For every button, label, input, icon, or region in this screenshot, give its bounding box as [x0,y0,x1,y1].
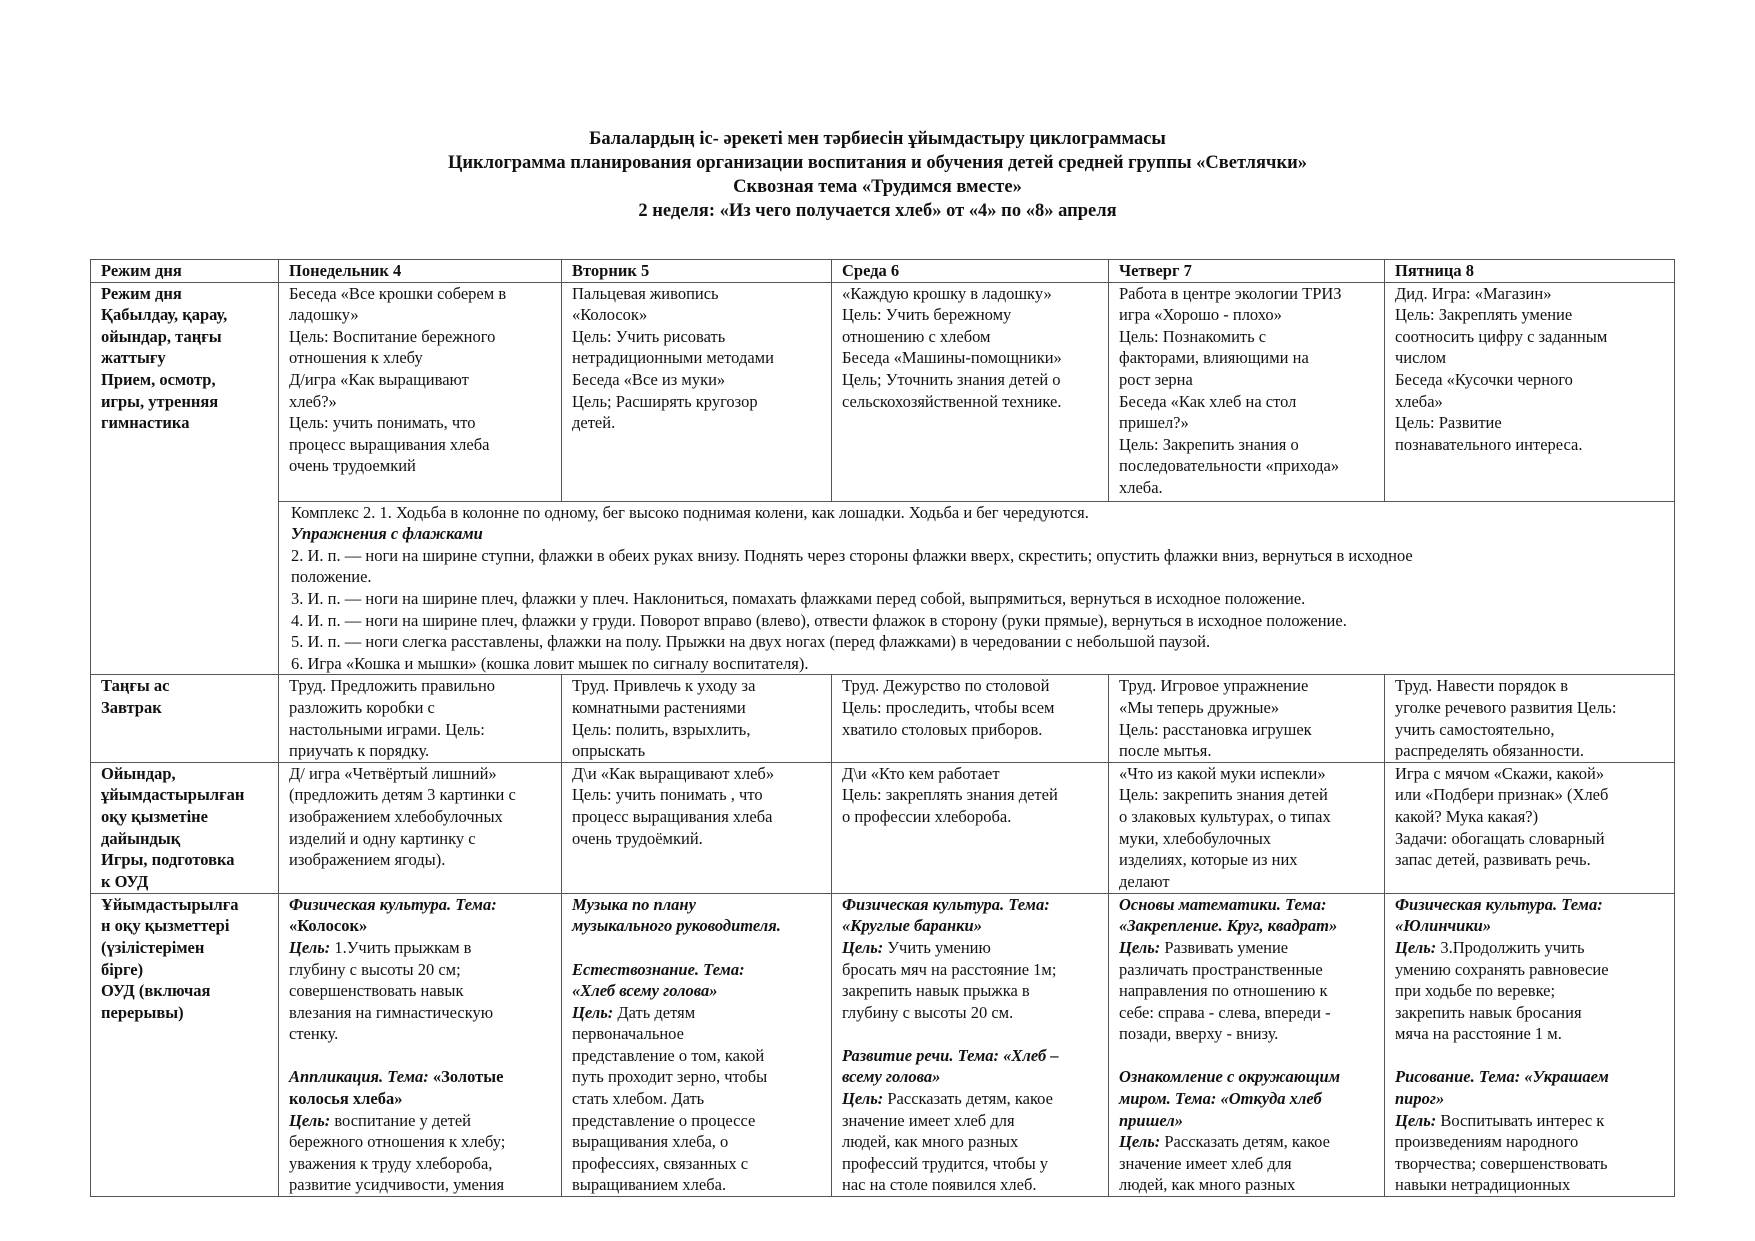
cell-line: разложить коробки с [289,697,435,717]
oud-monday [279,893,562,1196]
exercise-complex-cell [279,501,1675,675]
cell-line: закрепить навык прыжка в [842,981,1030,1001]
cell-line: навыки нетрадиционных [1395,1175,1571,1195]
breakfast-wednesday [832,675,1109,762]
regime-line: (үзілістерімен [101,937,205,957]
cell-line: изделий и одну картинку с [289,828,476,848]
cell-line: какой? Мука какая?) [1395,806,1539,826]
cell-line: Цель; Расширять кругозор [572,391,758,411]
regime-line: игры, утренняя [101,391,219,411]
breakfast-thursday [1109,675,1385,762]
cell-line: мяча на расстояние 1 м. [1395,1024,1562,1044]
cell-line: Труд. Навести порядок в [1395,676,1568,696]
cell-line: Беседа «Машины-помощники» [842,348,1062,368]
cell-line: Работа в центре экологии ТРИЗ [1119,283,1342,303]
regime-line: жаттығу [101,348,166,368]
breakfast-tuesday [562,675,832,762]
complex-line: положение. [291,567,372,587]
cell-line: Цель: Развитие [1395,413,1502,433]
cell-line: людей, как много разных [1119,1175,1296,1195]
oud-tuesday [562,893,832,1196]
cell-line: Дид. Игра: «Магазин» [1395,283,1552,303]
cell-line: первоначальное [572,1024,684,1044]
games-thursday [1109,762,1385,893]
goal-text: Развивать умение [1160,937,1289,957]
spacer [1395,1045,1669,1067]
goal-label: Цель: [842,937,884,957]
activity-topic: пришел» [1119,1110,1183,1130]
morning-wednesday [832,282,1109,501]
regime-games [91,762,279,893]
regime-morning [91,282,279,675]
goal-label: Цель: [1395,1110,1437,1130]
oud-friday [1385,893,1675,1196]
activity-topic: пирог» [1395,1089,1445,1109]
oud-wednesday [832,893,1109,1196]
games-row [91,762,1675,893]
cell-line: Цель: закреплять знания детей [842,785,1058,805]
activity-topic: всему голова» [842,1067,941,1087]
regime-line: Прием, осмотр, [101,369,216,389]
cell-line: развитие усидчивости, умения [289,1175,505,1195]
header-tuesday: Вторник 5 [562,260,832,283]
cell-line: позади, вверху - внизу. [1119,1024,1279,1044]
cell-line: изображением хлебобулочных [289,806,503,826]
cell-line: хлеба. [1119,477,1163,497]
regime-line: Ойындар, [101,763,176,783]
cell-line: «Что из какой муки испекли» [1119,763,1326,783]
cell-line: Цель: учить понимать, что [289,413,476,433]
goal-text: 1.Учить прыжкам в [330,937,472,957]
cell-line: очень трудоёмкий. [572,828,703,848]
games-friday [1385,762,1675,893]
activity-title: Естествознание. Тема: [572,959,745,979]
cell-line: Д/игра «Как выращивают [289,369,469,389]
goal-label: Цель: [1119,937,1161,957]
regime-line: дайындық [101,828,181,848]
regime-line: гимнастика [101,413,190,433]
activity-title: Основы математики. Тема: [1119,894,1327,914]
goal-text: воспитание у детей [330,1110,471,1130]
regime-line: Завтрак [101,697,162,717]
activity-title: Аппликация. Тема: [289,1067,433,1087]
spacer [842,1023,1103,1045]
cell-line: Цель: Закрепить знания о [1119,434,1299,454]
activity-title: Физическая культура. Тема: [842,894,1050,914]
cell-line: «Каждую крошку в ладошку» [842,283,1052,303]
cell-line: представление о том, какой [572,1045,765,1065]
cell-line: учить самостоятельно, [1395,719,1555,739]
cell-line: числом [1395,348,1447,368]
regime-line: н оқу қызметтері [101,916,230,936]
cell-line: комнатными растениями [572,697,746,717]
regime-breakfast [91,675,279,762]
activity-title: Физическая культура. Тема: [289,894,497,914]
activity-topic: колосья хлеба» [289,1089,403,1109]
header-row [91,260,1675,283]
cell-line: Труд. Предложить правильно [289,676,496,696]
activity-title: Физическая культура. Тема: [1395,894,1603,914]
cell-line: уголке речевого развития Цель: [1395,697,1617,717]
cell-line: себе: справа - слева, впереди - [1119,1002,1331,1022]
cell-line: приучать к порядку. [289,741,430,761]
cell-line: пришел?» [1119,413,1189,433]
cell-line: рост зерна [1119,369,1193,389]
cell-line: нас на столе появился хлеб. [842,1175,1037,1195]
cell-line: Д\и «Как выращивают хлеб» [572,763,775,783]
spacer [572,937,826,959]
cell-line: «Мы теперь дружные» [1119,697,1280,717]
morning-row [91,282,1675,501]
morning-thursday [1109,282,1385,501]
cell-line: Труд. Игровое упражнение [1119,676,1309,696]
breakfast-row [91,675,1675,762]
cell-line: или «Подбери признак» (Хлеб [1395,785,1609,805]
activity-topic: «Круглые баранки» [842,916,982,936]
cell-line: Беседа «Все из муки» [572,369,726,389]
cell-line: (предложить детям 3 картинки с [289,785,516,805]
regime-line: Режим дня [101,283,182,303]
cell-line: о профессии хлебороба. [842,806,1012,826]
complex-line: 3. И. п. — ноги на ширине плеч, флажки у плеч. Наклониться, помахать флажками перед собой, выпрямиться, вернуться в исходное положение. [291,588,1306,608]
cell-line: творчества; совершенствовать [1395,1153,1608,1173]
complex-line: 5. И. п. — ноги слегка расставлены, флажки на полу. Прыжки на двух ногах (перед флажками) в чередовании с небольшой паузой. [291,632,1211,652]
cell-line: последовательности «прихода» [1119,456,1340,476]
cell-line: запас детей, развивать речь. [1395,850,1591,870]
complex-line: 4. И. п. — ноги на ширине плеч, флажки у груди. Поворот вправо (влево), отвести флажок в сторону (руки прямые), вернуться в исходное положение. [291,610,1347,630]
cell-line: глубину с высоты 20 см. [842,1002,1014,1022]
goal-text: Воспитывать интерес к [1436,1110,1605,1130]
games-monday [279,762,562,893]
activity-title: Ознакомление с окружающим [1119,1067,1341,1087]
week-title: 2 неделя: «Из чего получается хлеб» от «4» по «8» апреля [638,201,1117,221]
cell-line: выращиванием хлеба. [572,1175,727,1195]
morning-tuesday [562,282,832,501]
goal-text: 3.Продолжить учить [1436,937,1585,957]
cell-line: стать хлебом. Дать [572,1089,705,1109]
oud-thursday [1109,893,1385,1196]
cell-line: совершенствовать навык [289,981,464,1001]
regime-oud [91,893,279,1196]
cell-line: сельскохозяйственной технике. [842,391,1062,411]
morning-friday [1385,282,1675,501]
cell-line: познавательного интереса. [1395,434,1583,454]
cell-line: нетрадиционными методами [572,348,774,368]
activity-topic: «Золотые [432,1067,504,1087]
cell-line: о злаковых культурах, о типах [1119,806,1331,826]
header-wednesday: Среда 6 [832,260,1109,283]
title-kazakh: Балалардың іс- әрекеті мен тәрбиесін ұйымдастыру циклограммасы [589,129,1166,149]
cell-line: распределять обязанности. [1395,741,1584,761]
regime-line: Қабылдау, қарау, [101,305,228,325]
cell-line: ладошку» [289,305,359,325]
regime-line: перерывы) [101,1002,184,1022]
cell-line: Цель: расстановка игрушек [1119,719,1312,739]
cell-line: стенку. [289,1024,339,1044]
cell-line: Цель: учить понимать , что [572,785,763,805]
breakfast-friday [1385,675,1675,762]
games-tuesday [562,762,832,893]
cyclogram-table [90,259,1675,1197]
goal-label: Цель: [289,1110,331,1130]
cell-line: глубину с высоты 20 см; [289,959,461,979]
cell-line: значение имеет хлеб для [1119,1153,1292,1173]
regime-line: оқу қызметіне [101,806,209,826]
cell-line: Беседа «Кусочки черного [1395,369,1573,389]
complex-line: 2. И. п. — ноги на ширине ступни, флажки в обеих руках внизу. Поднять через стороны флажки вверх, скрестить; опустить флажки вниз, вернуться в исходное [291,545,1413,565]
regime-line: ойындар, таңғы [101,326,222,346]
morning-monday [279,282,562,501]
cell-line: людей, как много разных [842,1132,1019,1152]
cell-line: соотносить цифру с заданным [1395,326,1608,346]
cell-line: Цель: Закреплять умение [1395,305,1573,325]
activity-title: Развитие речи. Тема: «Хлеб – [842,1045,1059,1065]
cell-line: Д/ игра «Четвёртый лишний» [289,763,497,783]
theme-title: Сквозная тема «Трудимся вместе» [733,177,1022,197]
goal-label: Цель: [842,1089,884,1109]
cell-line: хлеб?» [289,391,337,411]
cell-line: Беседа «Все крошки соберем в [289,283,507,303]
cell-line: Цель: проследить, чтобы всем [842,697,1055,717]
activity-topic: «Хлеб всему голова» [572,981,718,1001]
goal-text: Рассказать детям, какое [883,1089,1053,1109]
cell-line: хлеба» [1395,391,1443,411]
regime-line: Игры, подготовка [101,850,235,870]
regime-line: ОУД (включая [101,981,211,1001]
header-regime: Режим дня [91,260,279,283]
cell-line: факторами, влияющими на [1119,348,1309,368]
cell-line: профессий трудится, чтобы у [842,1153,1049,1173]
cell-line: Цель: закрепить знания детей [1119,785,1328,805]
activity-topic: «Колосок» [289,916,368,936]
cell-line: бережного отношения к хлебу; [289,1132,506,1152]
goal-text: Дать детям [613,1002,696,1022]
cell-line: Труд. Привлечь к уходу за [572,676,756,696]
cell-line: Цель: Учить рисовать [572,326,726,346]
complex-subtitle: Упражнения с флажками [291,524,483,544]
cell-line: муки, хлебобулочных [1119,828,1272,848]
goal-label: Цель: [1119,1132,1161,1152]
activity-title: миром. Тема: «Откуда хлеб [1119,1089,1322,1109]
complex-line: 6. Игра «Кошка и мышки» (кошка ловит мышек по сигналу воспитателя). [291,653,809,673]
regime-line: к ОУД [101,871,149,891]
cell-line: Д\и «Кто кем работает [842,763,1000,783]
cell-line: Труд. Дежурство по столовой [842,676,1050,696]
activity-title: Рисование. Тема: «Украшаем [1395,1067,1609,1087]
goal-label: Цель: [572,1002,614,1022]
activity-topic: «Юлинчики» [1395,916,1492,936]
cell-line: изделиях, которые из них [1119,850,1298,870]
goal-label: Цель: [1395,937,1437,957]
regime-line: бірге) [101,959,144,979]
cell-line: игра «Хорошо - плохо» [1119,305,1282,325]
cell-line: процесс выращивания хлеба [572,806,773,826]
header-thursday: Четверг 7 [1109,260,1385,283]
cell-line: Цель: Воспитание бережного [289,326,496,346]
cell-line: после мытья. [1119,741,1212,761]
cell-line: отношению с хлебом [842,326,991,346]
cell-line: умению сохранять равновесие [1395,959,1609,979]
cell-line: значение имеет хлеб для [842,1110,1015,1130]
cell-line: произведениям народного [1395,1132,1579,1152]
breakfast-monday [279,675,562,762]
cell-line: различать пространственные [1119,959,1323,979]
oud-row [91,893,1675,1196]
cell-line: Цель: полить, взрыхлить, [572,719,751,739]
cell-line: настольными играми. Цель: [289,719,485,739]
cell-line: опрыскать [572,741,646,761]
cell-line: Беседа «Как хлеб на стол [1119,391,1297,411]
goal-text: Рассказать детям, какое [1160,1132,1330,1152]
cell-line: выращивания хлеба, о [572,1132,729,1152]
cell-line: «Колосок» [572,305,648,325]
spacer [289,1045,556,1067]
cell-line: Цель; Уточнить знания детей о [842,369,1061,389]
complex-line: Комплекс 2. 1. Ходьба в колонне по одному, бег высоко поднимая колени, как лошадки. Ходьба и бег чередуются. [291,502,1089,522]
cell-line: Цель: Познакомить с [1119,326,1267,346]
header-friday: Пятница 8 [1385,260,1675,283]
cell-line: очень трудоемкий [289,456,416,476]
cell-line: делают [1119,871,1170,891]
cell-line: Цель: Учить бережному [842,305,1012,325]
regime-line: Ұйымдастырылға [101,894,239,914]
cell-line: изображением ягоды). [289,850,446,870]
goal-label: Цель: [289,937,331,957]
cell-line: Игра с мячом «Скажи, какой» [1395,763,1605,783]
document-title-block [0,127,1755,223]
cell-line: закрепить навык бросания [1395,1002,1582,1022]
regime-line: Таңғы ас [101,676,170,696]
activity-topic: «Закрепление. Круг, квадрат» [1119,916,1338,936]
activity-title: музыкального руководителя. [572,916,781,936]
cell-line: процесс выращивания хлеба [289,434,490,454]
cell-line: Задачи: обогащать словарный [1395,828,1605,848]
cell-line: детей. [572,413,616,433]
cell-line: при ходьбе по веревке; [1395,981,1556,1001]
cell-line: путь проходит зерно, чтобы [572,1067,768,1087]
activity-title: Музыка по плану [572,894,696,914]
cell-line: представление о процессе [572,1110,756,1130]
regime-line: ұйымдастырылған [101,785,245,805]
spacer [1119,1045,1379,1067]
cell-line: уважения к труду хлебороба, [289,1153,493,1173]
title-russian: Циклограмма планирования организации воспитания и обучения детей средней группы «Светлячки» [447,153,1308,173]
goal-text: Учить умению [883,937,991,957]
header-monday: Понедельник 4 [279,260,562,283]
games-wednesday [832,762,1109,893]
cell-line: хватило столовых приборов. [842,719,1043,739]
cell-line: направления по отношению к [1119,981,1328,1001]
exercise-complex-row [91,501,1675,675]
cell-line: профессиях, связанных с [572,1153,749,1173]
cell-line: отношения к хлебу [289,348,423,368]
cell-line: Пальцевая живопись [572,283,719,303]
cell-line: бросать мяч на расстояние 1м; [842,959,1057,979]
cell-line: влезания на гимнастическую [289,1002,494,1022]
